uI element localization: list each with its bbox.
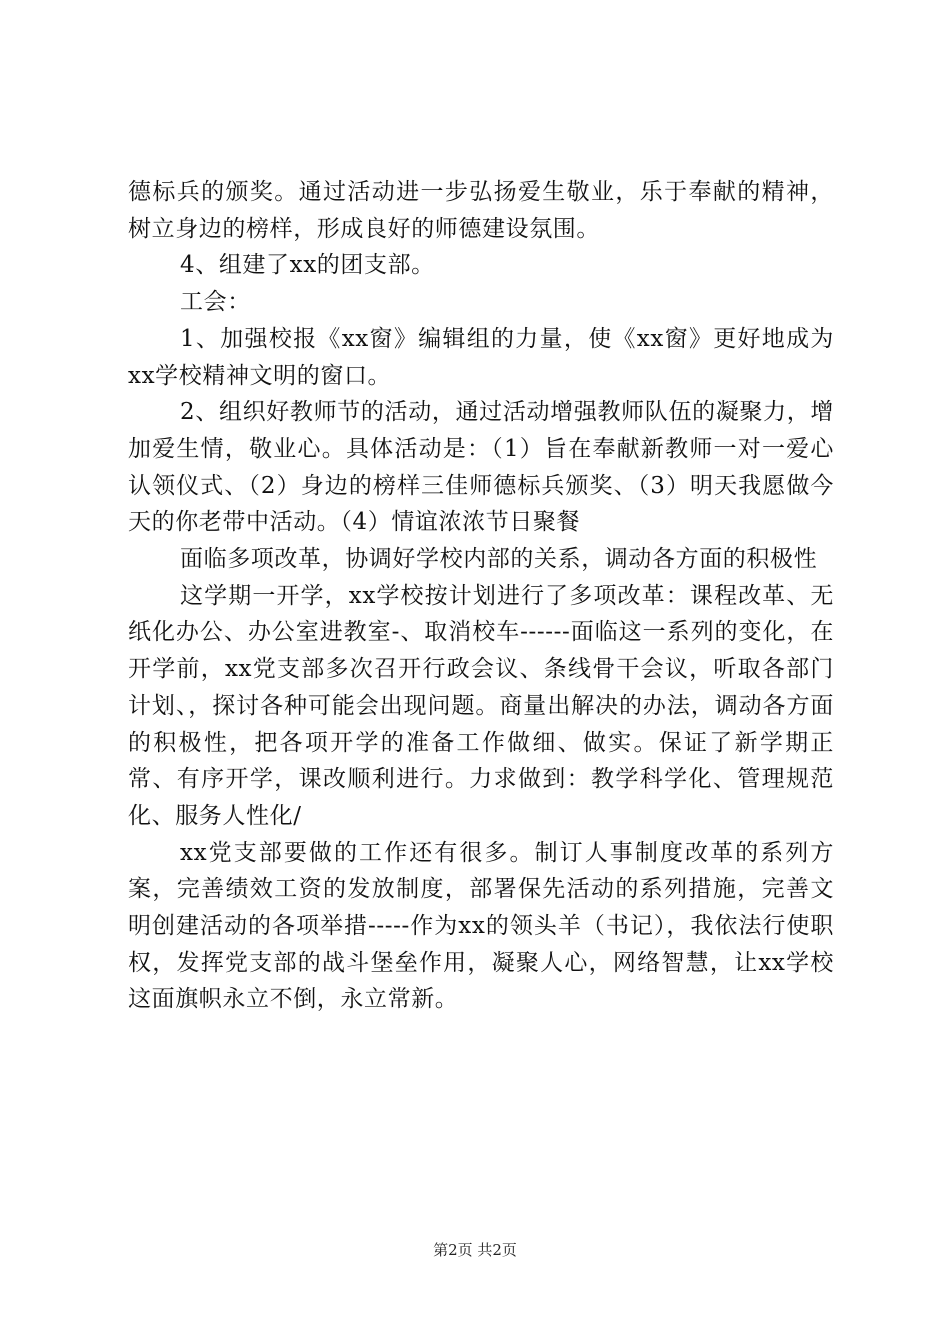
paragraph-item-4: 4、组建了xx的团支部。 bbox=[180, 252, 435, 279]
paragraph-union-heading: 工会： bbox=[180, 289, 251, 316]
document-body bbox=[128, 174, 834, 1018]
page-footer: 第2页 共2页 bbox=[433, 1241, 517, 1259]
paragraph-reform-body: 这学期一开学，xx学校按计划进行了多项改革：课程改革、无纸化办公、办公室进教室-、取消校车------面临这一系列的变化，在开学前，xx党支部多次召开行政会议、条线骨干会议，听取各部门计划、，探讨各种可能会出现问题。商量出解决的办法，调动各方面的积极性，把各项开学的准备工作做细、做实。保证了新学期正常、有序开学，课改顺利进行。力求做到：教学科学化、管理规范化、服务人性化/ bbox=[128, 582, 834, 829]
paragraph-closing: xx党支部要做的工作还有很多。制订人事制度改革的系列方案，完善绩效工资的发放制度，部署保先活动的系列措施，完善文明创建活动的各项举措-----作为xx的领头羊（书记），我依法行使职权，发挥党支部的战斗堡垒作用，凝聚人心，网络智慧，让xx学校这面旗帜永立不倒，永立常新。 bbox=[128, 839, 834, 1013]
paragraph-union-item-2: 2、组织好教师节的活动，通过活动增强教师队伍的凝聚力，增加爱生情，敬业心。具体活动是：（1）旨在奉献新教师一对一爱心认领仪式、（2）身边的榜样三佳师德标兵颁奖、（3）明天我愿做今天的你老带中活动。（4）情谊浓浓节日聚餐 bbox=[128, 399, 834, 536]
paragraph-union-item-1: 1、加强校报《xx窗》编辑组的力量，使《xx窗》更好地成为xx学校精神文明的窗口。 bbox=[128, 325, 834, 389]
paragraph-reform-heading: 面临多项改革，协调好学校内部的关系，调动各方面的积极性 bbox=[180, 546, 818, 573]
paragraph-continuation: 德标兵的颁奖。通过活动进一步弘扬爱生敬业，乐于奉献的精神，树立身边的榜样，形成良好的师德建设氛围。 bbox=[128, 179, 834, 242]
